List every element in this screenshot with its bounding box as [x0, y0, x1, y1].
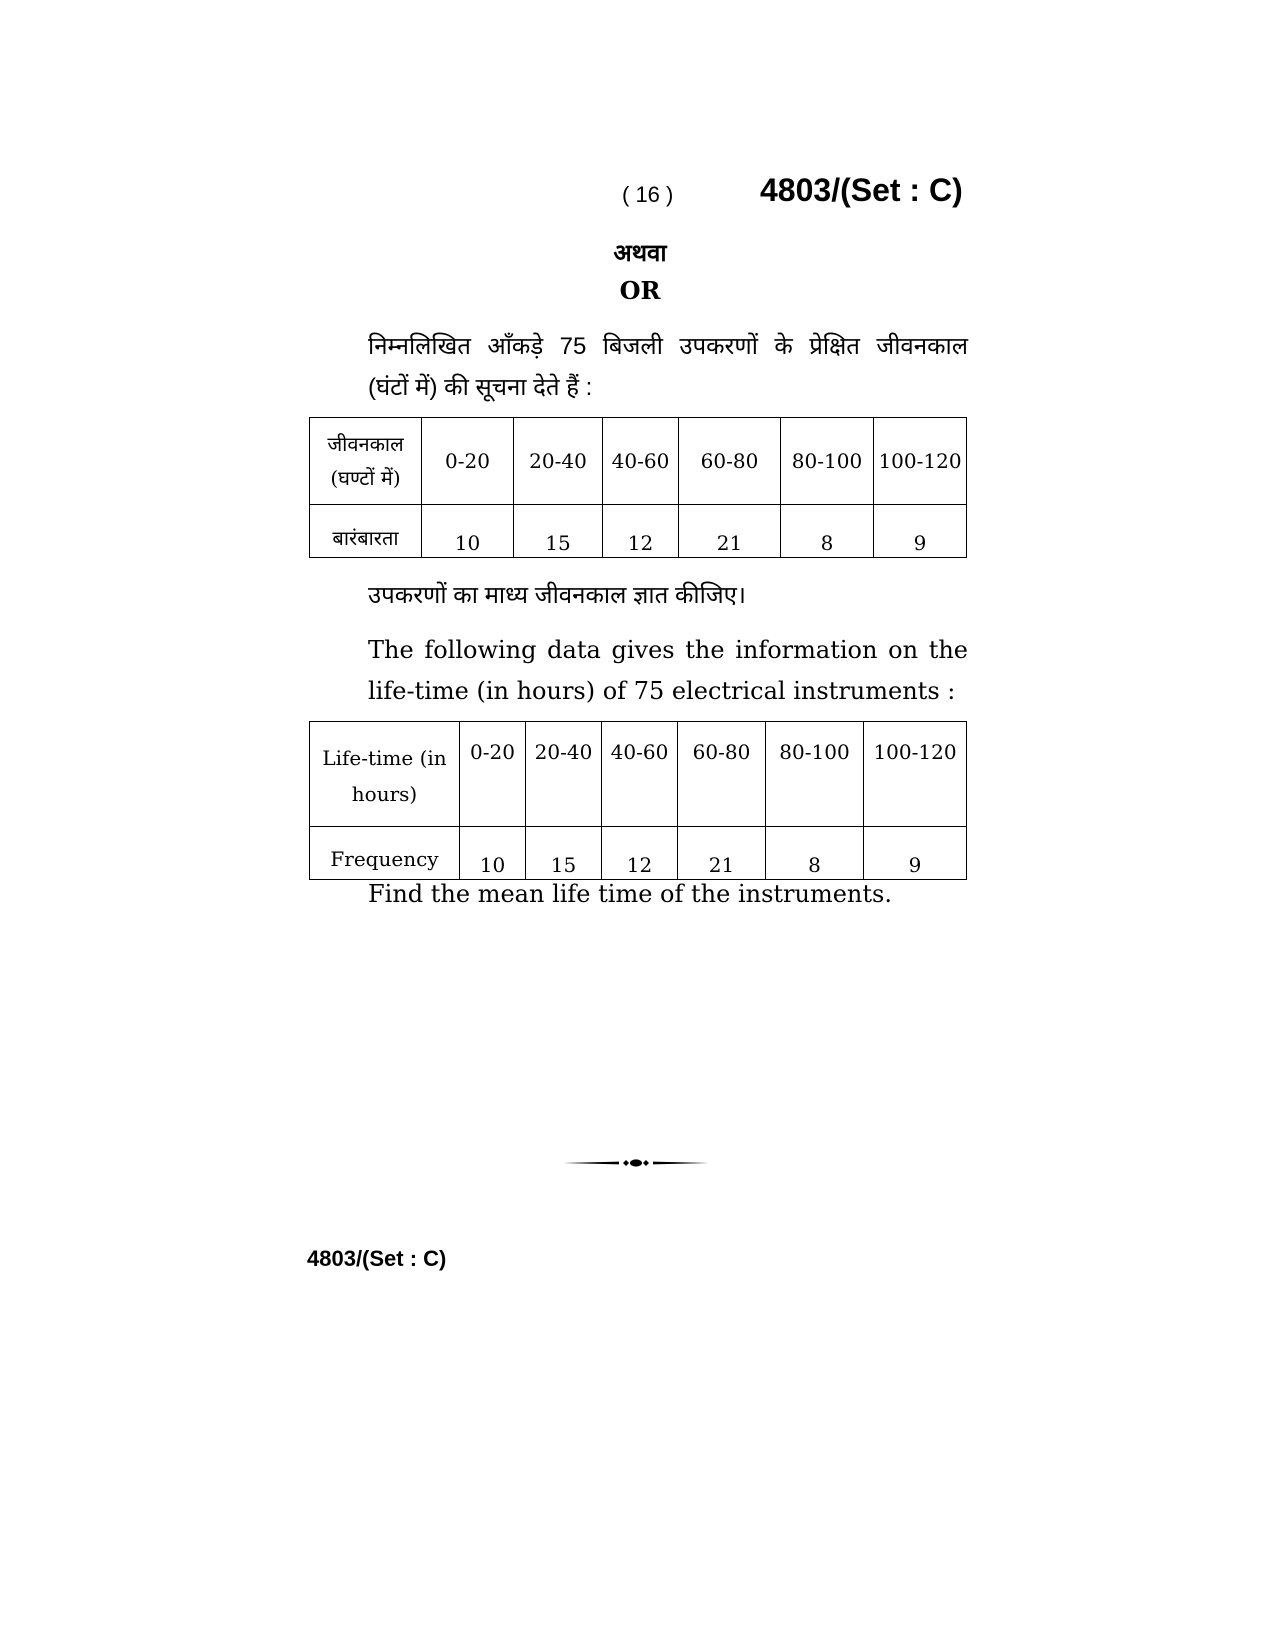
row-header-lifetime: [310, 418, 422, 505]
frequency-cell: 9: [874, 505, 967, 558]
row-header-frequency: बारंबारता: [310, 505, 422, 558]
class-interval-cell: 0-20: [460, 722, 526, 827]
row-header-line: hours): [351, 782, 418, 806]
row-header-line: (घण्टों में): [330, 466, 401, 490]
table-row-lifetime: [310, 722, 967, 827]
frequency-cell: 15: [526, 827, 602, 880]
separator-hindi: अथवा: [613, 240, 667, 267]
frequency-cell: 12: [603, 505, 679, 558]
english-intro-line-1: The following data gives the information on the: [368, 636, 968, 664]
class-interval-cell: 40-60: [603, 418, 679, 505]
row-header-line: जीवनकाल: [327, 432, 404, 456]
english-question-task: Find the mean life time of the instruments.: [368, 880, 892, 908]
table-row-frequency: [310, 505, 967, 558]
class-interval-cell: 20-40: [514, 418, 603, 505]
class-interval-cell: 60-80: [678, 722, 766, 827]
table-row-frequency: [310, 827, 967, 880]
frequency-cell: 12: [602, 827, 678, 880]
class-interval-cell: 100-120: [864, 722, 967, 827]
table-row-lifetime: [310, 418, 967, 505]
english-frequency-table: [309, 721, 967, 880]
hindi-intro-line-2: (घंटों में) की सूचना देते हैं :: [368, 374, 593, 401]
row-header-frequency: Frequency: [310, 827, 460, 880]
set-code-header: 4803/(Set : C): [760, 172, 963, 208]
end-ornament-divider: [563, 1155, 709, 1176]
class-interval-cell: 80-100: [766, 722, 864, 827]
separator-english: OR: [619, 276, 661, 305]
hindi-question-intro: [368, 326, 968, 408]
frequency-cell: 15: [514, 505, 603, 558]
frequency-cell: 10: [460, 827, 526, 880]
row-header-lifetime: [310, 722, 460, 827]
row-header-line: Life-time (in: [322, 746, 447, 770]
class-interval-cell: 60-80: [679, 418, 781, 505]
hindi-frequency-table: [309, 417, 967, 558]
hindi-question-task: उपकरणों का माध्य जीवनकाल ज्ञात कीजिए।: [368, 582, 747, 609]
frequency-cell: 8: [766, 827, 864, 880]
frequency-cell: 21: [678, 827, 766, 880]
hindi-intro-line-1: निम्नलिखित आँकड़े 75 बिजली उपकरणों के प्रेक्षित जीवनकाल: [368, 333, 968, 360]
class-interval-cell: 0-20: [422, 418, 514, 505]
frequency-cell: 21: [679, 505, 781, 558]
set-code-footer: 4803/(Set : C): [307, 1246, 447, 1271]
frequency-cell: 10: [422, 505, 514, 558]
class-interval-cell: 40-60: [602, 722, 678, 827]
frequency-cell: 9: [864, 827, 967, 880]
english-question-intro: [368, 630, 968, 712]
class-interval-cell: 100-120: [874, 418, 967, 505]
class-interval-cell: 80-100: [781, 418, 874, 505]
frequency-cell: 8: [781, 505, 874, 558]
class-interval-cell: 20-40: [526, 722, 602, 827]
english-intro-line-2: life-time (in hours) of 75 electrical instruments :: [368, 677, 956, 705]
page-number: ( 16 ): [622, 182, 674, 207]
